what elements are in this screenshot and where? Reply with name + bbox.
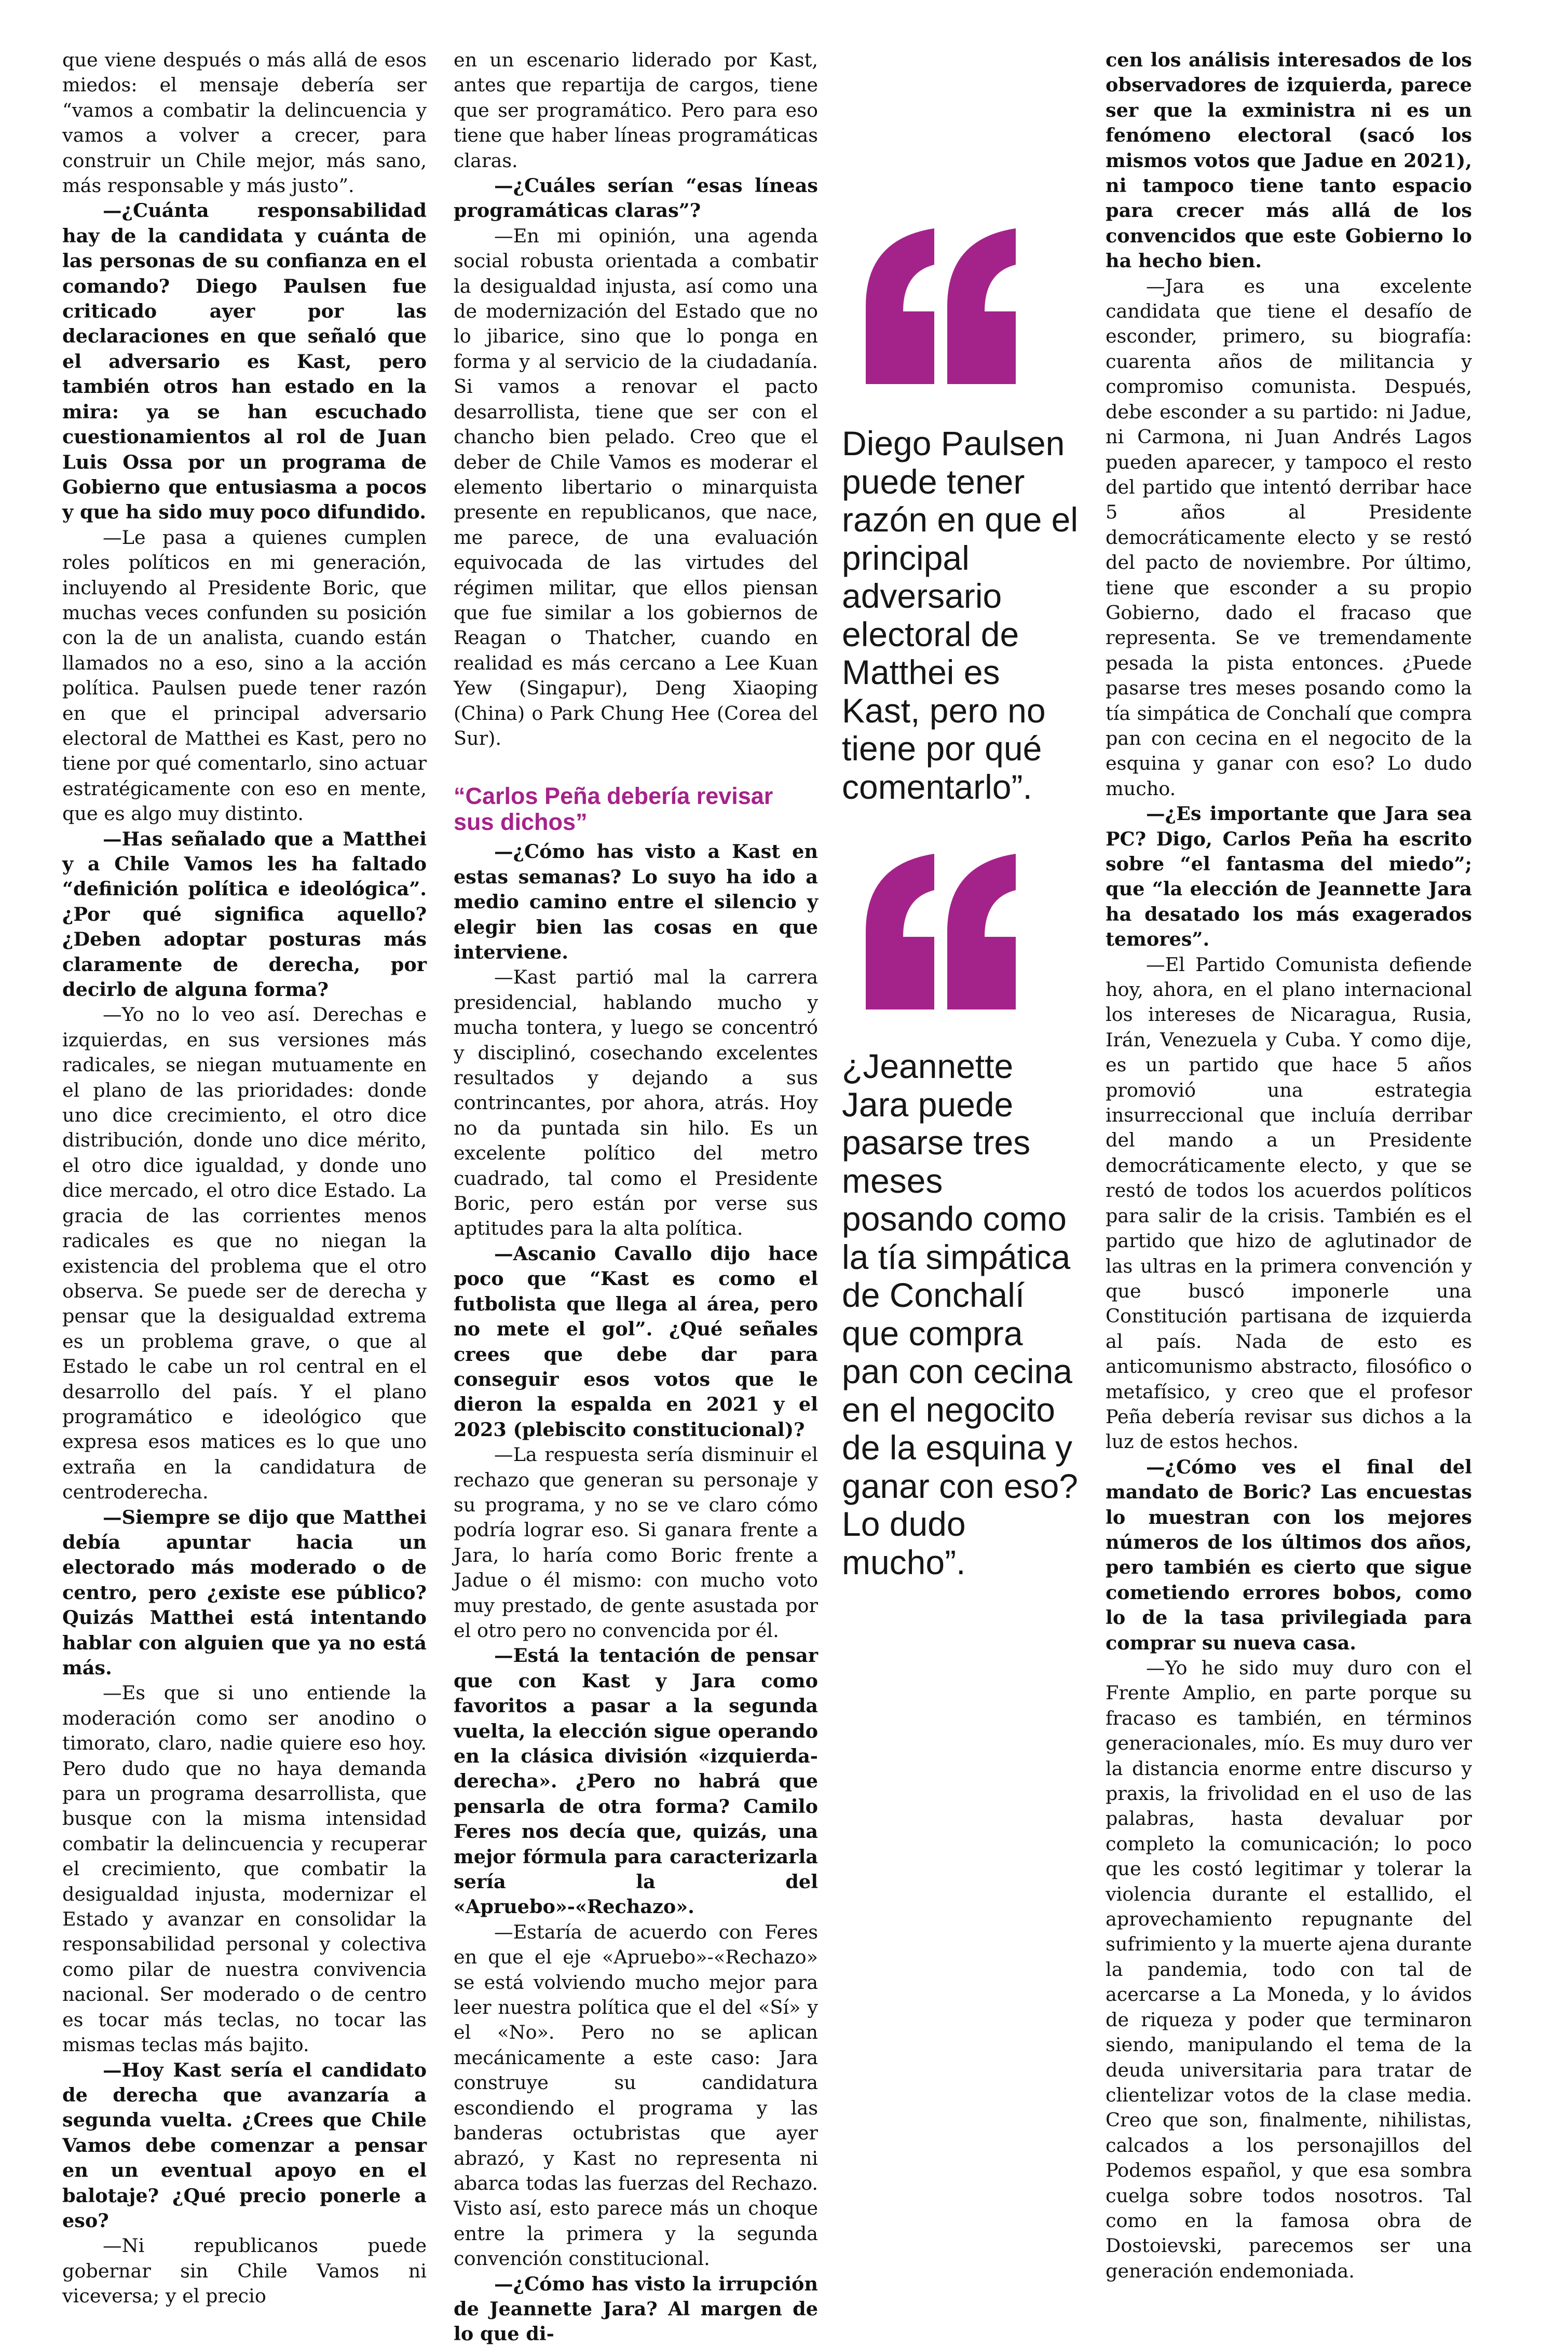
interview-question: —Está la tentación de pensar que con Kast y Jara como favoritos a pasar a la segunda vuelta, la elección sigue operando en la clásica división «izquierda-derecha». ¿Pero no habrá que pensarla de otra forma? Camilo Feres nos decía que, quizás, una mejor fórmula para caracterizarla sería la del «Apruebo»-«Rechazo». <box>454 1644 818 1918</box>
article-column-1 <box>62 48 427 2309</box>
interview-answer: que viene después o más allá de esos miedos: el mensaje debería ser “vamos a combatir la delincuencia y vamos a volver a crecer, para construir un Chile mejor, más sano, más responsable y más justo”. <box>62 49 427 197</box>
interview-answer: —En mi opinión, una agenda social robusta orientada a combatir la desigualdad injusta, así como una de modernización del Estado que no lo jibarice, sino que lo ponga en forma y al servicio de la ciudadanía. Si vamos a renovar el pacto desarrollista, tiene que ser con el chancho bien pelado. Creo que el deber de Chile Vamos es moderar el elemento libertario o minarquista presente en republicanos, que nace, me parece, de una evaluación equivocada de las virtudes del régimen militar, que ellos piensan que fue similar a los gobiernos de Reagan o Thatcher, cuando en realidad es más cercano a Lee Kuan Yew (Singapur), Deng Xiaoping (China) o Park Chung Hee (Corea del Sur). <box>454 224 818 749</box>
interview-answer: —La respuesta sería disminuir el rechazo que generan su personaje y su programa, y no se ve claro cómo podría lograr eso. Si ganara frente a Jara, lo haría como Boric frente a Jadue o él mismo: con mucho voto muy prestado, de gente asustada por el otro pero no convencida por él. <box>454 1443 818 1642</box>
interview-answer: —Jara es una excelente candidata que tiene el desafío de esconder, primero, su biografía: cuarenta años de militancia y compromiso comunista. Después, debe esconder a su partido: ni Jadue, ni Carmona, ni Juan Andrés Lagos pueden aparecer, y tampoco el resto del partido que intentó derribar hace 5 años al Presidente democráticamente electo y se restó del pacto de noviembre. Por último, tiene que esconder a su propio Gobierno, dado el fracaso que representa. Se ve tremendamente pesada la pista entonces. ¿Puede pasarse tres meses posando como la tía simpática de Conchalí que compra pan con cecina en el negocito de la esquina y ganar con eso? Lo dudo mucho. <box>1106 275 1472 800</box>
interview-question: —¿Cómo has visto la irrupción de Jeannette Jara? Al margen de lo que di- <box>454 2272 818 2345</box>
quote-mark-icon <box>862 854 1017 1009</box>
interview-question: —¿Cuáles serían “esas líneas programáticas claras”? <box>454 174 818 222</box>
interview-question: —¿Cómo has visto a Kast en estas semanas? Lo suyo ha ido a medio camino entre el silencio y elegir bien las cosas en que interviene. <box>454 840 818 963</box>
interview-answer: en un escenario liderado por Kast, antes que repartija de cargos, tiene que ser programático. Pero para eso tiene que haber líneas programáticas claras. <box>454 49 818 172</box>
interview-answer: —El Partido Comunista defiende hoy, ahora, en el plano internacional los intereses de Nicaragua, Rusia, Irán, Venezuela y Cuba. Y como dije, es un partido que hace 5 años promovió una estrategia insurreccional que incluía derribar del mando a un Presidente democráticamente electo, y que se restó de todos los acuerdos políticos para salir de la crisis. También es el partido que hizo de aglutinador de las ultras en la primera convención y que buscó imponerle una Constitución partisana de izquierda al país. Nada de esto es anticomunismo abstracto, filosófico o metafísico, y creo que el profesor Peña debería revisar sus dichos a la luz de estos hechos. <box>1106 953 1472 1453</box>
interview-question: —¿Cómo ves el final del mandato de Boric? Las encuestas lo muestran con los mejores números de los últimos dos años, pero también es cierto que sigue cometiendo errores bobos, como lo de la tasa privilegiada para comprar su nueva casa. <box>1106 1455 1472 1654</box>
interview-question: —Has señalado que a Matthei y a Chile Vamos les ha faltado “definición política e ideológica”. ¿Por qué significa aquello? ¿Deben adoptar posturas más claramente de derecha, por decirlo de alguna forma? <box>62 827 427 1001</box>
pull-quote-1: Diego Paulsen puede tener razón en que el principal adversario electoral de Matthei es Kast, pero no tiene por qué comentarlo”. <box>842 424 1079 806</box>
article-column-2 <box>454 48 818 2347</box>
interview-question: —Siempre se dijo que Matthei debía apuntar hacia un electorado más moderado o de centro, pero ¿existe ese público? Quizás Matthei está intentando hablar con alguien que ya no está más. <box>62 1506 427 1679</box>
interview-answer: —Es que si uno entiende la moderación como ser anodino o timorato, claro, nadie quiere eso hoy. Pero dudo que no haya demanda para un programa desarrollista, que busque con la misma intensidad combatir la delincuencia y recuperar el crecimiento, que combatir la desigualdad injusta, modernizar el Estado y avanzar en consolidar la responsabilidad personal y colectiva como pilar de nuestra convivencia nacional. Ser moderado o de centro es tocar más teclas, no tocar las mismas teclas más bajito. <box>62 1682 427 2056</box>
interview-question: —Hoy Kast sería el candidato de derecha que avanzaría a segunda vuelta. ¿Crees que Chile Vamos debe comenzar a pensar en un eventual apoyo en el balotaje? ¿Qué precio ponerle a eso? <box>62 2058 427 2232</box>
article-column-4 <box>1106 48 1472 2284</box>
interview-question: cen los análisis interesados de los observadores de izquierda, parece ser que la exministra ni es un fenómeno electoral (sacó los mismos votos que Jadue en 2021), ni tampoco tiene tanto espacio para crecer más allá de los convencidos que este Gobierno lo ha hecho bien. <box>1106 49 1472 272</box>
interview-question: —¿Cuánta responsabilidad hay de la candidata y cuánta de las personas de su confianza en el comando? Diego Paulsen fue criticado ayer por las declaraciones en que señaló que el adversario es Kast, pero también otros han estado en la mira: ya se han escuchado cuestionamientos al rol de Juan Luis Ossa por un programa de Gobierno que entusiasma a pocos y que ha sido muy poco difundido. <box>62 199 427 524</box>
pull-quote-2: ¿Jeannette Jara puede pasarse tres meses posando como la tía simpática de Conchalí que compra pan con cecina en el negocito de la esquina y ganar con eso? Lo dudo mucho”. <box>842 1047 1079 1581</box>
interview-answer: —Yo he sido muy duro con el Frente Amplio, en parte porque su fracaso es también, en términos generacionales, mío. Es muy duro ver la distancia enorme entre discurso y praxis, la frivolidad en el uso de las palabras, hasta devaluar por completo la comunicación; lo poco que les costó legitimar y tolerar la violencia durante el estallido, el aprovechamiento repugnante del sufrimiento y la muerte ajena durante la pandemia, todo con tal de acercarse a La Moneda, y lo ávidos de riqueza y poder que terminaron siendo, manipulando el tema de la deuda universitaria para tratar de clientelizar votos de la clase media. Creo que son, finalmente, nihilistas, calcados a los personajillos del Podemos español, y que esa sombra cuelga sobre todos nosotros. Tal como en la famosa obra de Dostoievski, parecemos ser una generación endemoniada. <box>1106 1657 1472 2282</box>
section-subheading: “Carlos Peña debería revisar sus dichos” <box>454 783 773 836</box>
interview-answer: —Yo no lo veo así. Derechas e izquierdas, en sus versiones más radicales, se niegan mutuamente en el plano de las prioridades: donde uno dice crecimiento, el otro dice distribución, donde uno dice mérito, el otro dice igualdad, y donde uno dice mercado, el otro dice Estado. La gracia de las corrientes menos radicales es que no niegan la existencia del problema que el otro observa. Se puede ser de derecha y pensar que la desigualdad extrema es un problema grave, o que al Estado le cabe un rol central en el desarrollo del país. Y el plano programático e ideológico que expresa esos matices es lo que uno extraña en la candidatura de centroderecha. <box>62 1003 427 1504</box>
interview-answer: —Ni republicanos puede gobernar sin Chile Vamos ni viceversa; y el precio <box>62 2234 427 2308</box>
interview-answer: —Kast partió mal la carrera presidencial, hablando mucho y mucha tontera, y luego se concentró y disciplinó, cosechando excelentes resultados y dejando a sus contrincantes, por ahora, atrás. Hoy no da puntada sin hilo. Es un excelente político del metro cuadrado, tal como el Presidente Boric, pero están por verse sus aptitudes para la alta política. <box>454 966 818 1240</box>
interview-answer: —Le pasa a quienes cumplen roles políticos en mi generación, incluyendo al Presidente Boric, que muchas veces confunden su posición con la de un analista, cuando están llamados no a eso, sino a la acción política. Paulsen puede tener razón en que el principal adversario electoral de Matthei es Kast, pero no tiene por qué comentarlo, sino actuar estratégicamente con eso en mente, que es algo muy distinto. <box>62 526 427 825</box>
interview-question: —Ascanio Cavallo dijo hace poco que “Kast es como el futbolista que llega al área, pero no mete el gol”. ¿Qué señales crees que debe dar para conseguir esos votos que le dieron la espalda en 2021 y el 2023 (plebiscito constitucional)? <box>454 1242 818 1441</box>
interview-question: —¿Es importante que Jara sea PC? Digo, Carlos Peña ha escrito sobre “el fantasma del miedo”; que “la elección de Jeannette Jara ha desatado los más exagerados temores”. <box>1106 802 1472 951</box>
interview-answer: —Estaría de acuerdo con Feres en que el eje «Apruebo»-«Rechazo» se está volviendo mucho mejor para leer nuestra política que el del «Sí» y el «No». Pero no se aplican mecánicamente a este caso: Jara construye su candidatura escondiendo el programa y las banderas octubristas que ayer abrazó, y Kast no representa ni abarca todas las fuerzas del Rechazo. Visto así, esto parece más un choque entre la primera y la segunda convención constitucional. <box>454 1920 818 2270</box>
quote-mark-icon <box>862 228 1017 384</box>
